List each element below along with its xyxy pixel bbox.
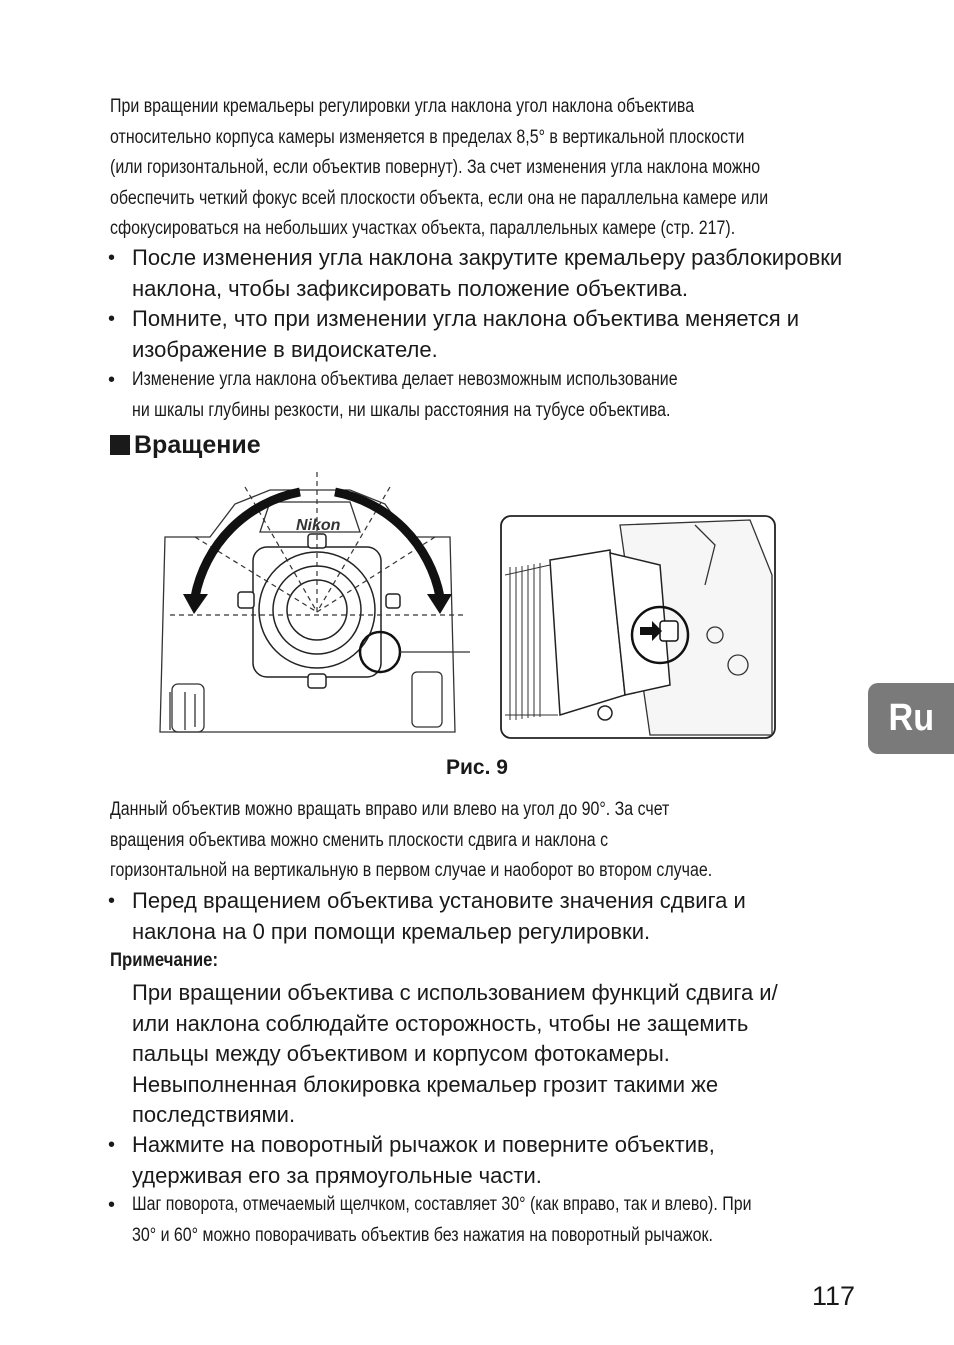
rotation-paragraph — [110, 795, 712, 887]
camera-front-illustration — [150, 462, 470, 747]
square-bullet-icon — [110, 435, 130, 455]
section-title: Вращение — [134, 431, 261, 459]
bullet-line: Помните, что при изменении угла наклона объектива меняется и — [132, 306, 800, 331]
note-line: Невыполненная блокировка кремальер грозит такими же — [132, 1071, 719, 1097]
intro-line: обеспечить четкий фокус всей плоскости объекта, если она не параллельна камере или — [110, 187, 769, 209]
bullet-dot: • — [108, 1194, 116, 1216]
section-heading — [110, 431, 261, 460]
bullet-dot: • — [108, 890, 116, 912]
note-line: пальцы между объективом и корпусом фотокамеры. — [132, 1041, 670, 1066]
bullet-line: наклона, чтобы зафиксировать положение объектива. — [132, 275, 689, 301]
intro-line: (или горизонтальной, если объектив повернут). За счет изменения угла наклона можно — [110, 157, 761, 178]
paragraph-line: Данный объектив можно вращать вправо или влево на угол до 90°. За счет — [110, 799, 670, 820]
bullet-line: наклона на 0 при помощи кремальер регулировки. — [132, 918, 651, 944]
bullet-line: Перед вращением объектива установите значения сдвига и — [132, 888, 746, 913]
bullet-line: После изменения угла наклона закрутите кремальеру разблокировки — [132, 245, 843, 270]
intro-line: относительно корпуса камеры изменяется в пределах 8,5° в вертикальной плоскости — [110, 126, 745, 148]
note-text — [132, 978, 778, 1131]
bullet-line: изображение в видоискателе. — [132, 336, 438, 362]
intro-line: При вращении кремальеры регулировки угла наклона угол наклона объектива — [110, 96, 695, 117]
note-line: последствиями. — [132, 1102, 296, 1127]
bullet-line: 30° и 60° можно поворачивать объектив без нажатия на поворотный рычажок. — [132, 1224, 713, 1246]
bullet-dot: • — [108, 1134, 116, 1156]
bullet-dot: • — [108, 308, 116, 330]
bullet-line: ни шкалы глубины резкости, ни шкалы расстояния на тубусе объектива. — [132, 399, 671, 421]
figure-caption: Рис. 9 — [446, 756, 508, 779]
note-line: или наклона соблюдайте осторожность, чтобы не защемить — [132, 1010, 749, 1036]
page-number: 117 — [812, 1281, 856, 1311]
bullet-dot: • — [108, 369, 116, 391]
paragraph-line: горизонтальной на вертикальную в первом случае и наоборот во втором случае. — [110, 860, 713, 881]
language-tab — [868, 683, 954, 754]
bullet-dot: • — [108, 247, 116, 269]
bullet-line: Шаг поворота, отмечаемый щелчком, составляет 30° (как вправо, так и влево). При — [132, 1194, 752, 1215]
note-label: Примечание: — [110, 950, 219, 971]
bullet-line: удерживая его за прямоугольные части. — [132, 1162, 542, 1188]
paragraph-line: вращения объектива можно сменить плоскости сдвига и наклона с — [110, 829, 609, 851]
bullet-line: Нажмите на поворотный рычажок и поверните объектив, — [132, 1132, 715, 1157]
note-line: При вращении объектива с использованием функций сдвига и/ — [132, 980, 778, 1005]
camera-logo: Nikon — [296, 517, 341, 534]
intro-paragraph — [110, 92, 768, 245]
intro-line: сфокусироваться на небольших участках объекта, параллельных камере (стр. 217). — [110, 218, 736, 239]
language-tab-label: Ru — [888, 697, 934, 739]
bullet-line: Изменение угла наклона объектива делает невозможным использование — [132, 369, 678, 390]
lens-release-detail-illustration — [500, 515, 776, 739]
